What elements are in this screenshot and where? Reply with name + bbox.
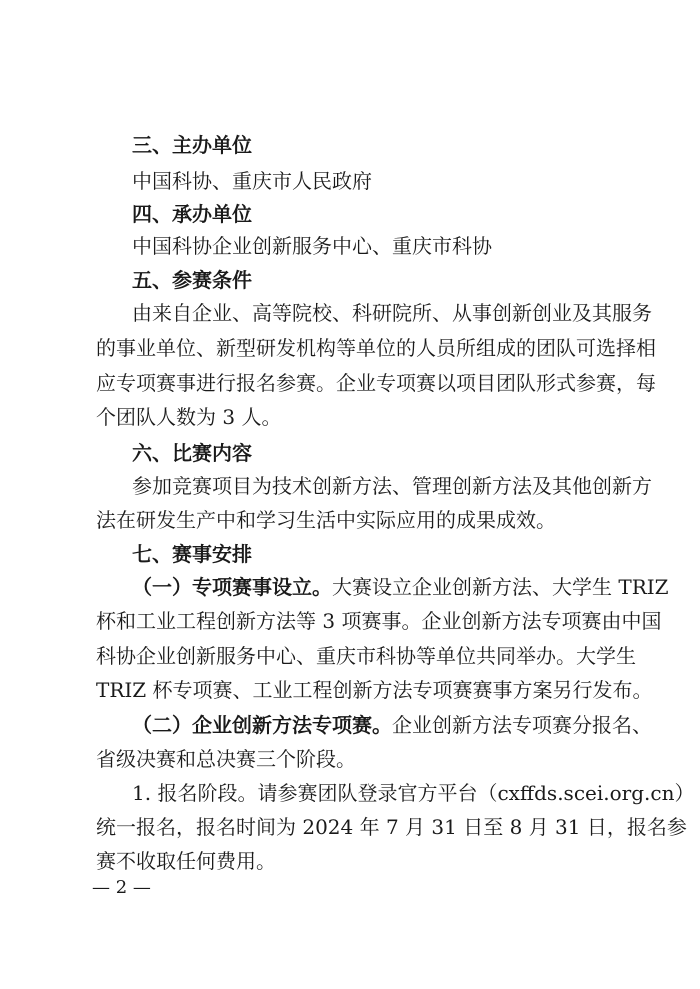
section-heading-host: 四、承办单位 — [132, 202, 252, 226]
subsection-2-label: （二）企业创新方法专项赛。 — [132, 713, 392, 737]
subsection-1-text: 大赛设立企业创新方法、大学生 TRIZ — [332, 575, 669, 599]
subsection-2-text: 企业创新方法专项赛分报名、 — [392, 713, 652, 737]
section-heading-eligibility: 五、参赛条件 — [132, 268, 252, 292]
section-heading-content: 六、比赛内容 — [132, 441, 252, 465]
item-1-line-2: 统一报名，报名时间为 2024 年 7 月 31 日至 8 月 31 日，报名参 — [96, 815, 687, 839]
eligibility-line-1: 由来自企业、高等院校、科研院所、从事创新创业及其服务 — [132, 301, 652, 325]
content-line-1: 参加竞赛项目为技术创新方法、管理创新方法及其他创新方 — [132, 474, 652, 498]
section-heading-organizer: 三、主办单位 — [132, 133, 252, 157]
subsection-1-line-4: TRIZ 杯专项赛、工业工程创新方法专项赛赛事方案另行发布。 — [96, 678, 653, 702]
page-number: — 2 — — [92, 877, 151, 898]
item-1-line-3: 赛不收取任何费用。 — [96, 849, 276, 873]
content-line-2: 法在研发生产中和学习生活中实际应用的成果成效。 — [96, 508, 556, 532]
subsection-1-label: （一）专项赛事设立。 — [132, 575, 332, 599]
eligibility-line-3: 应专项赛事进行报名参赛。企业专项赛以项目团队形式参赛，每 — [96, 371, 656, 395]
subsection-1-line-3: 科协企业创新服务中心、重庆市科协等单位共同举办。大学生 — [96, 644, 636, 668]
subsection-1-line-2: 杯和工业工程创新方法等 3 项赛事。企业创新方法专项赛由中国 — [96, 609, 662, 633]
host-text: 中国科协企业创新服务中心、重庆市科协 — [132, 234, 492, 258]
section-heading-schedule: 七、赛事安排 — [132, 542, 252, 566]
eligibility-line-4: 个团队人数为 3 人。 — [96, 405, 282, 429]
organizer-text: 中国科协、重庆市人民政府 — [132, 169, 372, 193]
item-1-line-1: 1. 报名阶段。请参赛团队登录官方平台（cxffds.scei.org.cn） — [132, 781, 695, 805]
subsection-1-line-1 — [132, 570, 669, 604]
subsection-2-line-2: 省级决赛和总决赛三个阶段。 — [96, 747, 356, 771]
eligibility-line-2: 的事业单位、新型研发机构等单位的人员所组成的团队可选择相 — [96, 336, 656, 360]
subsection-2-line-1 — [132, 708, 652, 742]
